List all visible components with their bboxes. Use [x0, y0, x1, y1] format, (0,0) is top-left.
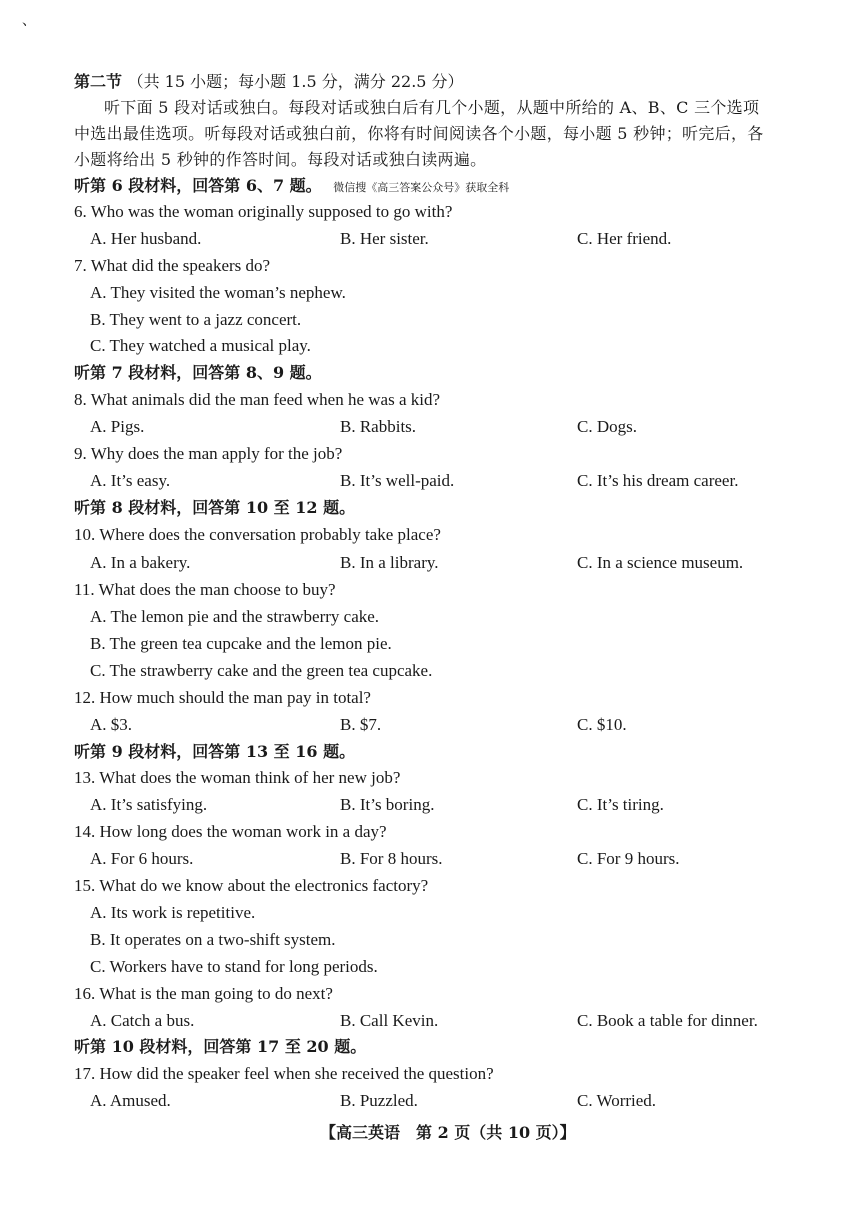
option-16a: A. Catch a bus.: [90, 1011, 195, 1030]
option-15a: A. Its work is repetitive.: [90, 903, 256, 922]
question-10: 10. Where does the conversation probably take place?: [74, 525, 441, 544]
instruction-line-1: 听下面 5 段对话或独白。每段对话或独白后有几个小题，从题中所给的 A、B、C 三个选项: [104, 98, 760, 117]
material-label: 听第 10 段材料，回答第 17 至 20 题。: [74, 1037, 367, 1056]
option-11c: C. The strawberry cake and the green tea cupcake.: [90, 661, 433, 680]
option-16c: C. Book a table for dinner.: [577, 1011, 758, 1030]
question-15: 15. What do we know about the electronics factory?: [74, 876, 429, 895]
section-heading: [74, 71, 464, 93]
section-title: 第二节: [74, 72, 123, 91]
corner-mark: 、: [22, 13, 36, 29]
material-label-text: 听第 6 段材料，回答第 6、7 题。: [74, 176, 322, 195]
option-7a: A. They visited the woman’s nephew.: [90, 283, 346, 302]
option-14c: C. For 9 hours.: [577, 849, 680, 868]
material-label: 听第 7 段材料，回答第 8、9 题。: [74, 363, 322, 382]
option-16b: B. Call Kevin.: [340, 1011, 439, 1030]
option-8c: C. Dogs.: [577, 417, 637, 436]
option-12a: A. $3.: [90, 715, 133, 734]
option-10a: A. In a bakery.: [90, 553, 191, 572]
page-footer: 【高三英语 第 2 页（共 10 页）】: [320, 1123, 576, 1142]
option-12c: C. $10.: [577, 715, 627, 734]
question-13: 13. What does the woman think of her new job?: [74, 768, 401, 787]
option-10c: C. In a science museum.: [577, 553, 744, 572]
option-9c: C. It’s his dream career.: [577, 471, 739, 490]
question-8: 8. What animals did the man feed when he was a kid?: [74, 390, 441, 409]
question-11: 11. What does the man choose to buy?: [74, 580, 336, 599]
option-17b: B. Puzzled.: [340, 1091, 418, 1110]
question-12: 12. How much should the man pay in total?: [74, 688, 371, 707]
option-13a: A. It’s satisfying.: [90, 795, 208, 814]
watermark-note: 微信搜《高三答案公众号》获取全科: [333, 181, 510, 194]
material-label: [74, 175, 509, 199]
option-9b: B. It’s well-paid.: [340, 471, 455, 490]
option-7c: C. They watched a musical play.: [90, 336, 311, 355]
question-7: 7. What did the speakers do?: [74, 256, 271, 275]
question-9: 9. Why does the man apply for the job?: [74, 444, 343, 463]
option-8b: B. Rabbits.: [340, 417, 417, 436]
option-6b: B. Her sister.: [340, 229, 429, 248]
option-11a: A. The lemon pie and the strawberry cake.: [90, 607, 380, 626]
option-11b: B. The green tea cupcake and the lemon pie.: [90, 634, 392, 653]
material-label: 听第 9 段材料，回答第 13 至 16 题。: [74, 742, 356, 761]
option-7b: B. They went to a jazz concert.: [90, 310, 302, 329]
option-8a: A. Pigs.: [90, 417, 145, 436]
option-17c: C. Worried.: [577, 1091, 657, 1110]
question-14: 14. How long does the woman work in a day?: [74, 822, 387, 841]
option-13c: C. It’s tiring.: [577, 795, 664, 814]
question-16: 16. What is the man going to do next?: [74, 984, 333, 1003]
option-15b: B. It operates on a two-shift system.: [90, 930, 336, 949]
option-17a: A. Amused.: [90, 1091, 171, 1110]
material-label: 听第 8 段材料，回答第 10 至 12 题。: [74, 498, 356, 517]
option-6a: A. Her husband.: [90, 229, 202, 248]
option-15c: C. Workers have to stand for long periods.: [90, 957, 378, 976]
question-17: 17. How did the speaker feel when she received the question?: [74, 1064, 494, 1083]
option-14b: B. For 8 hours.: [340, 849, 443, 868]
instruction-line-2: 中选出最佳选项。听每段对话或独白前，你将有时间阅读各个小题，每小题 5 秒钟；听完后，各: [74, 124, 764, 143]
instruction-line-3: 小题将给出 5 秒钟的作答时间。每段对话或独白读两遍。: [74, 150, 487, 169]
question-6: 6. Who was the woman originally supposed to go with?: [74, 202, 453, 221]
option-14a: A. For 6 hours.: [90, 849, 194, 868]
option-9a: A. It’s easy.: [90, 471, 171, 490]
option-6c: C. Her friend.: [577, 229, 672, 248]
option-13b: B. It’s boring.: [340, 795, 435, 814]
option-12b: B. $7.: [340, 715, 382, 734]
section-score: （共 15 小题；每小题 1.5 分，满分 22.5 分）: [127, 72, 464, 91]
option-10b: B. In a library.: [340, 553, 439, 572]
